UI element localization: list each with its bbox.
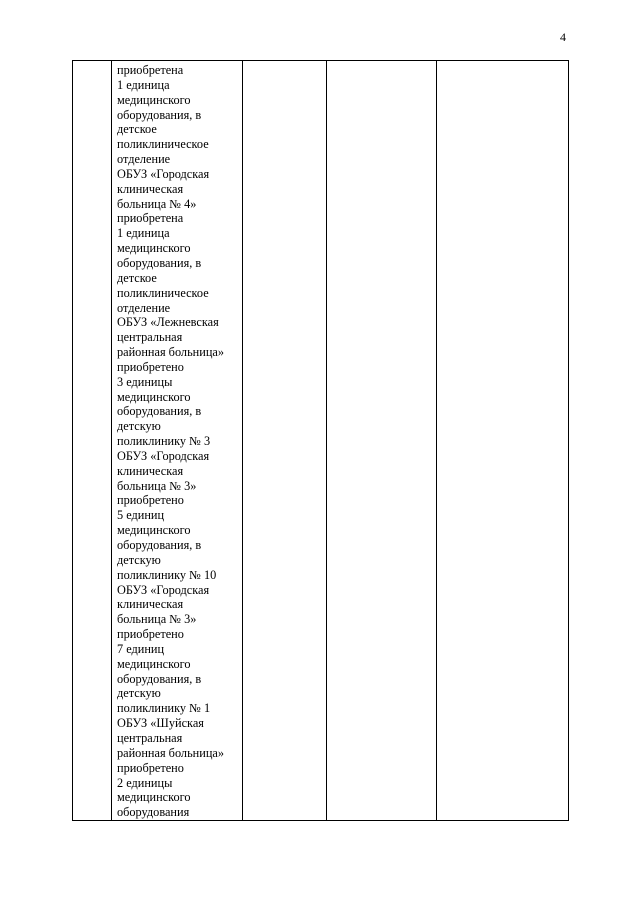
- cell-4-text: [327, 61, 436, 63]
- table-row: [73, 61, 569, 821]
- table-cell-description: [112, 61, 243, 821]
- description-line: больница № 3»: [117, 612, 197, 627]
- description-line: поликлиническое: [117, 285, 209, 300]
- description-line: центральная: [117, 330, 183, 345]
- description-line: 1 единица: [117, 77, 170, 92]
- cell-3-text: [243, 61, 326, 63]
- table-cell-3: [243, 61, 327, 821]
- cell-number-text: [73, 61, 111, 63]
- description-line: приобретена: [117, 63, 184, 77]
- description-line: медицинского: [117, 523, 191, 538]
- description-line: оборудования: [117, 805, 190, 820]
- description-line: отделение: [117, 300, 171, 315]
- description-line: оборудования, в: [117, 255, 202, 270]
- description-line: медицинского: [117, 92, 191, 107]
- description-line: клиническая: [117, 181, 184, 196]
- description-line: детскую: [117, 552, 161, 567]
- description-line: 3 единицы: [117, 374, 173, 389]
- description-line: медицинского: [117, 389, 191, 404]
- description-line: приобретено: [117, 359, 184, 374]
- description-line: оборудования, в: [117, 671, 202, 686]
- table-cell-number: [73, 61, 112, 821]
- description-line: детскую: [117, 686, 161, 701]
- description-line: клиническая: [117, 597, 184, 612]
- description-line: больница № 3»: [117, 478, 197, 493]
- table-cell-5: [437, 61, 569, 821]
- description-line: ОБУЗ «Городская: [117, 448, 210, 463]
- description-line: ОБУЗ «Городская: [117, 582, 210, 597]
- description-line: районная больница»: [117, 745, 225, 760]
- description-line: детское: [117, 270, 157, 285]
- description-line: приобретена: [117, 211, 184, 226]
- description-line: поликлинику № 1: [117, 701, 211, 716]
- cell-5-text: [437, 61, 568, 63]
- description-line: районная больница»: [117, 345, 225, 360]
- description-line: приобретено: [117, 493, 184, 508]
- description-line: ОБУЗ «Лежневская: [117, 315, 219, 330]
- description-line: медицинского: [117, 790, 191, 805]
- description-line: медицинского: [117, 656, 191, 671]
- description-line: поликлинику № 3: [117, 434, 211, 449]
- description-line: оборудования, в: [117, 538, 202, 552]
- table-cell-4: [327, 61, 437, 821]
- description-line: отделение: [117, 152, 171, 167]
- description-line: 7 единиц: [117, 641, 165, 656]
- description-line: оборудования, в: [117, 107, 202, 122]
- description-line: ОБУЗ «Городская: [117, 166, 210, 181]
- description-line: детское: [117, 122, 157, 137]
- description-line: 1 единица: [117, 226, 170, 241]
- description-line: 5 единиц: [117, 508, 165, 523]
- description-line: ОБУЗ «Шуйская: [117, 716, 204, 731]
- cell-description-text: [112, 61, 242, 820]
- description-line: приобретено: [117, 760, 184, 775]
- description-line: детскую: [117, 419, 161, 434]
- description-line: поликлинику № 10: [117, 567, 217, 582]
- description-line: больница № 4»: [117, 196, 197, 211]
- document-table: [72, 60, 569, 821]
- description-line: приобретено: [117, 627, 184, 642]
- description-line: медицинского: [117, 241, 191, 256]
- description-line: центральная: [117, 730, 183, 745]
- description-line: оборудования, в: [117, 404, 202, 419]
- description-line: поликлиническое: [117, 137, 209, 152]
- description-line: клиническая: [117, 463, 184, 478]
- description-line: 2 единицы: [117, 775, 173, 790]
- page-number: 4: [560, 30, 566, 44]
